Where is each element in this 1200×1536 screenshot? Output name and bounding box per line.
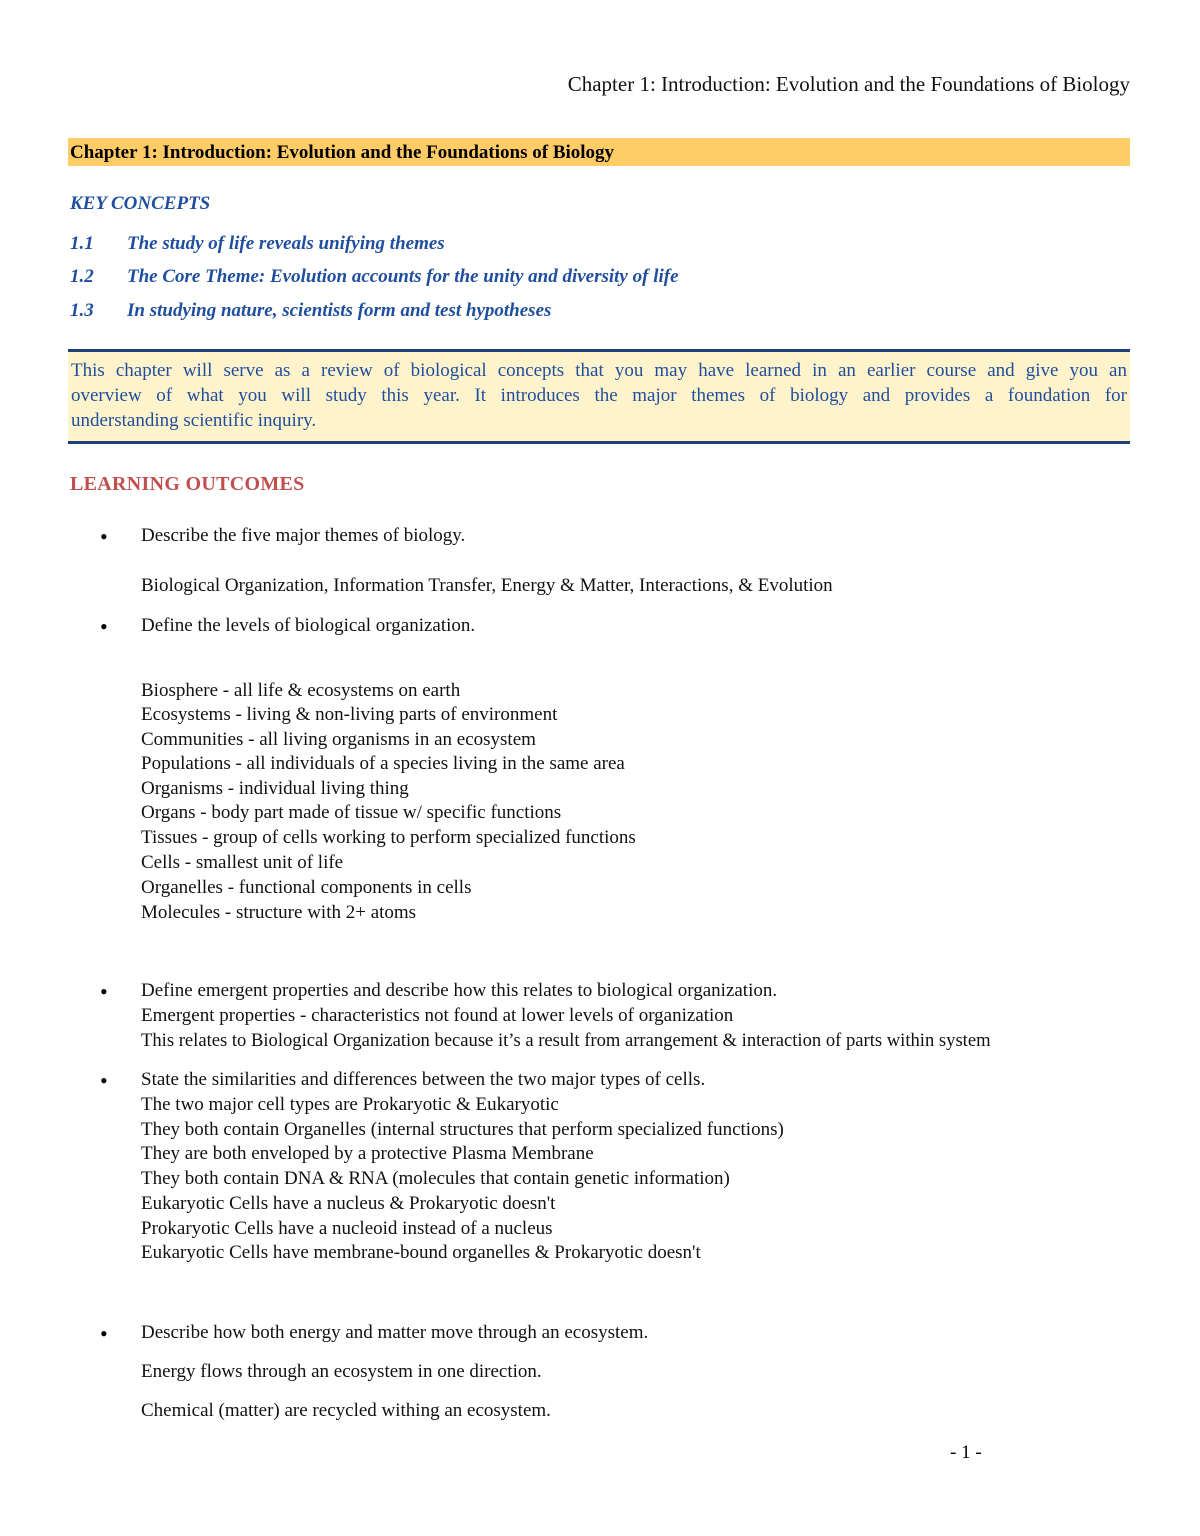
chapter-summary-box (68, 349, 1130, 444)
organization-level: Organs - body part made of tissue w/ specific functions (141, 802, 562, 823)
organization-level: Biosphere - all life & ecosystems on earth (141, 680, 461, 701)
outcome-answer-line: This relates to Biological Organization because it’s a result from arrangement & interaction of parts within system (141, 1030, 991, 1051)
key-concepts-heading: KEY CONCEPTS (70, 193, 211, 214)
learning-outcomes-heading: LEARNING OUTCOMES (70, 473, 305, 495)
bullet-icon: • (100, 979, 108, 1004)
organization-level: Populations - all individuals of a species living in the same area (141, 753, 625, 774)
outcome-answer-line: They both contain Organelles (internal structures that perform specialized functions) (141, 1119, 784, 1140)
outcome-answer-line: Energy flows through an ecosystem in one direction. (141, 1361, 542, 1382)
outcome-answer-line: Emergent properties - characteristics not found at lower levels of organization (141, 1005, 734, 1026)
running-header: Chapter 1: Introduction: Evolution and the Foundations of Biology (567, 72, 1130, 96)
key-concept-number: 1.3 (70, 300, 94, 321)
page-number: - 1 - (950, 1442, 982, 1463)
outcome-answer-line: Prokaryotic Cells have a nucleoid instead of a nucleus (141, 1218, 553, 1239)
bullet-icon: • (100, 614, 108, 639)
organization-level: Ecosystems - living & non-living parts of environment (141, 704, 558, 725)
organization-level: Communities - all living organisms in an ecosystem (141, 729, 536, 750)
key-concept-item (70, 233, 445, 255)
key-concept-number: 1.2 (70, 266, 94, 287)
key-concept-number: 1.1 (70, 233, 94, 254)
key-concept-text: In studying nature, scientists form and test hypotheses (127, 300, 552, 321)
key-concept-text: The Core Theme: Evolution accounts for the unity and diversity of life (127, 266, 679, 287)
organization-level: Cells - smallest unit of life (141, 852, 344, 873)
key-concept-item (70, 300, 551, 322)
bullet-icon: • (100, 524, 108, 549)
bullet-icon: • (100, 1321, 108, 1346)
outcome-answer-line: Eukaryotic Cells have membrane-bound organelles & Prokaryotic doesn't (141, 1242, 701, 1263)
outcome-prompt: State the similarities and differences between the two major types of cells. (141, 1069, 706, 1090)
chapter-title-bar: Chapter 1: Introduction: Evolution and the Foundations of Biology (68, 138, 1130, 166)
organization-level: Tissues - group of cells working to perform specialized functions (141, 827, 636, 848)
summary-line: overview of what you will study this year. It introduces the major themes of biology and provides a foundation for (71, 385, 1127, 406)
outcome-answer-line: Chemical (matter) are recycled withing an ecosystem. (141, 1400, 551, 1421)
bullet-icon: • (100, 1068, 108, 1093)
outcome-prompt: Describe how both energy and matter move through an ecosystem. (141, 1322, 649, 1343)
key-concept-item (70, 266, 679, 288)
summary-line: This chapter will serve as a review of biological concepts that you may have learned in an earlier course and give you an (71, 360, 1127, 381)
outcome-answer-line: They are both enveloped by a protective Plasma Membrane (141, 1143, 594, 1164)
outcome-answer-line: The two major cell types are Prokaryotic & Eukaryotic (141, 1094, 559, 1115)
outcome-prompt: Describe the five major themes of biology. (141, 525, 466, 546)
outcome-prompt: Define the levels of biological organization. (141, 615, 476, 636)
organization-level: Organelles - functional components in cells (141, 877, 472, 898)
summary-line: understanding scientific inquiry. (71, 410, 317, 431)
organization-level: Molecules - structure with 2+ atoms (141, 902, 417, 923)
key-concept-text: The study of life reveals unifying themes (127, 233, 445, 254)
outcome-answer: Biological Organization, Information Transfer, Energy & Matter, Interactions, & Evolution (141, 575, 833, 596)
outcome-prompt: Define emergent properties and describe how this relates to biological organization. (141, 980, 778, 1001)
outcome-answer-line: They both contain DNA & RNA (molecules that contain genetic information) (141, 1168, 730, 1189)
organization-level: Organisms - individual living thing (141, 778, 409, 799)
outcome-answer-line: Eukaryotic Cells have a nucleus & Prokaryotic doesn't (141, 1193, 556, 1214)
